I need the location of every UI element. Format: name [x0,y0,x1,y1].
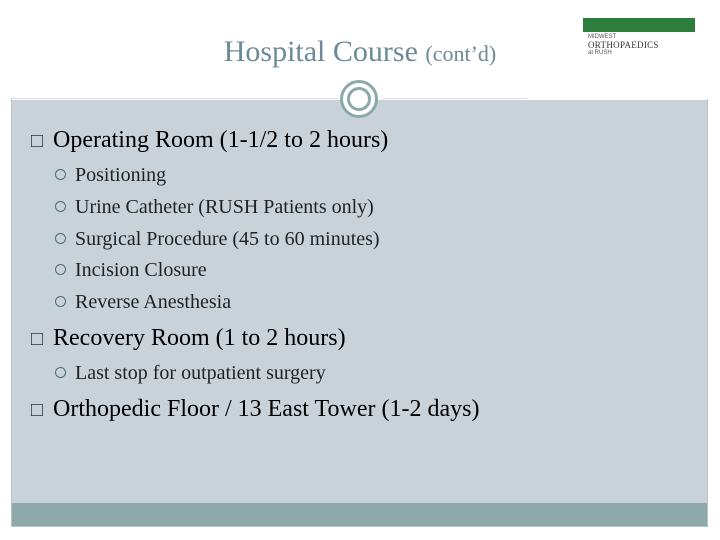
logo-line1: MIDWEST [588,34,617,40]
list-item: Surgical Procedure (45 to 60 minutes) [55,228,380,251]
title-main: Hospital Course [223,35,418,68]
circle-bullet-icon [55,264,66,275]
list-item: Reverse Anesthesia [55,291,231,314]
circle-bullet-icon [55,367,66,378]
section-heading-orthopedic-floor: □ Orthopedic Floor / 13 East Tower (1-2 days) [31,396,480,422]
logo [583,17,698,57]
circle-bullet-icon [55,169,66,180]
list-item: Urine Catheter (RUSH Patients only) [55,196,374,219]
section-heading-recovery-room: □ Recovery Room (1 to 2 hours) [31,325,346,351]
title-suffix: (cont’d) [425,41,497,66]
section-heading-operating-room: □ Operating Room (1-1/2 to 2 hours) [31,127,389,153]
list-item: Incision Closure [55,259,207,282]
logo-line2: ORTHOPAEDICS [588,40,659,50]
list-item: Positioning [55,164,166,187]
circle-bullet-icon [55,233,66,244]
footer-bar [12,503,707,526]
list-item: Last stop for outpatient surgery [55,362,326,385]
divider-right [382,98,527,99]
bullet-icon: □ [31,399,44,421]
logo-bar [583,18,695,32]
bullet-icon: □ [31,130,44,152]
logo-line3: at RUSH [588,50,612,56]
bullet-icon: □ [31,328,44,350]
circle-bullet-icon [55,201,66,212]
circle-bullet-icon [55,296,66,307]
divider-left [11,98,338,99]
decorative-circle-icon [340,80,378,118]
